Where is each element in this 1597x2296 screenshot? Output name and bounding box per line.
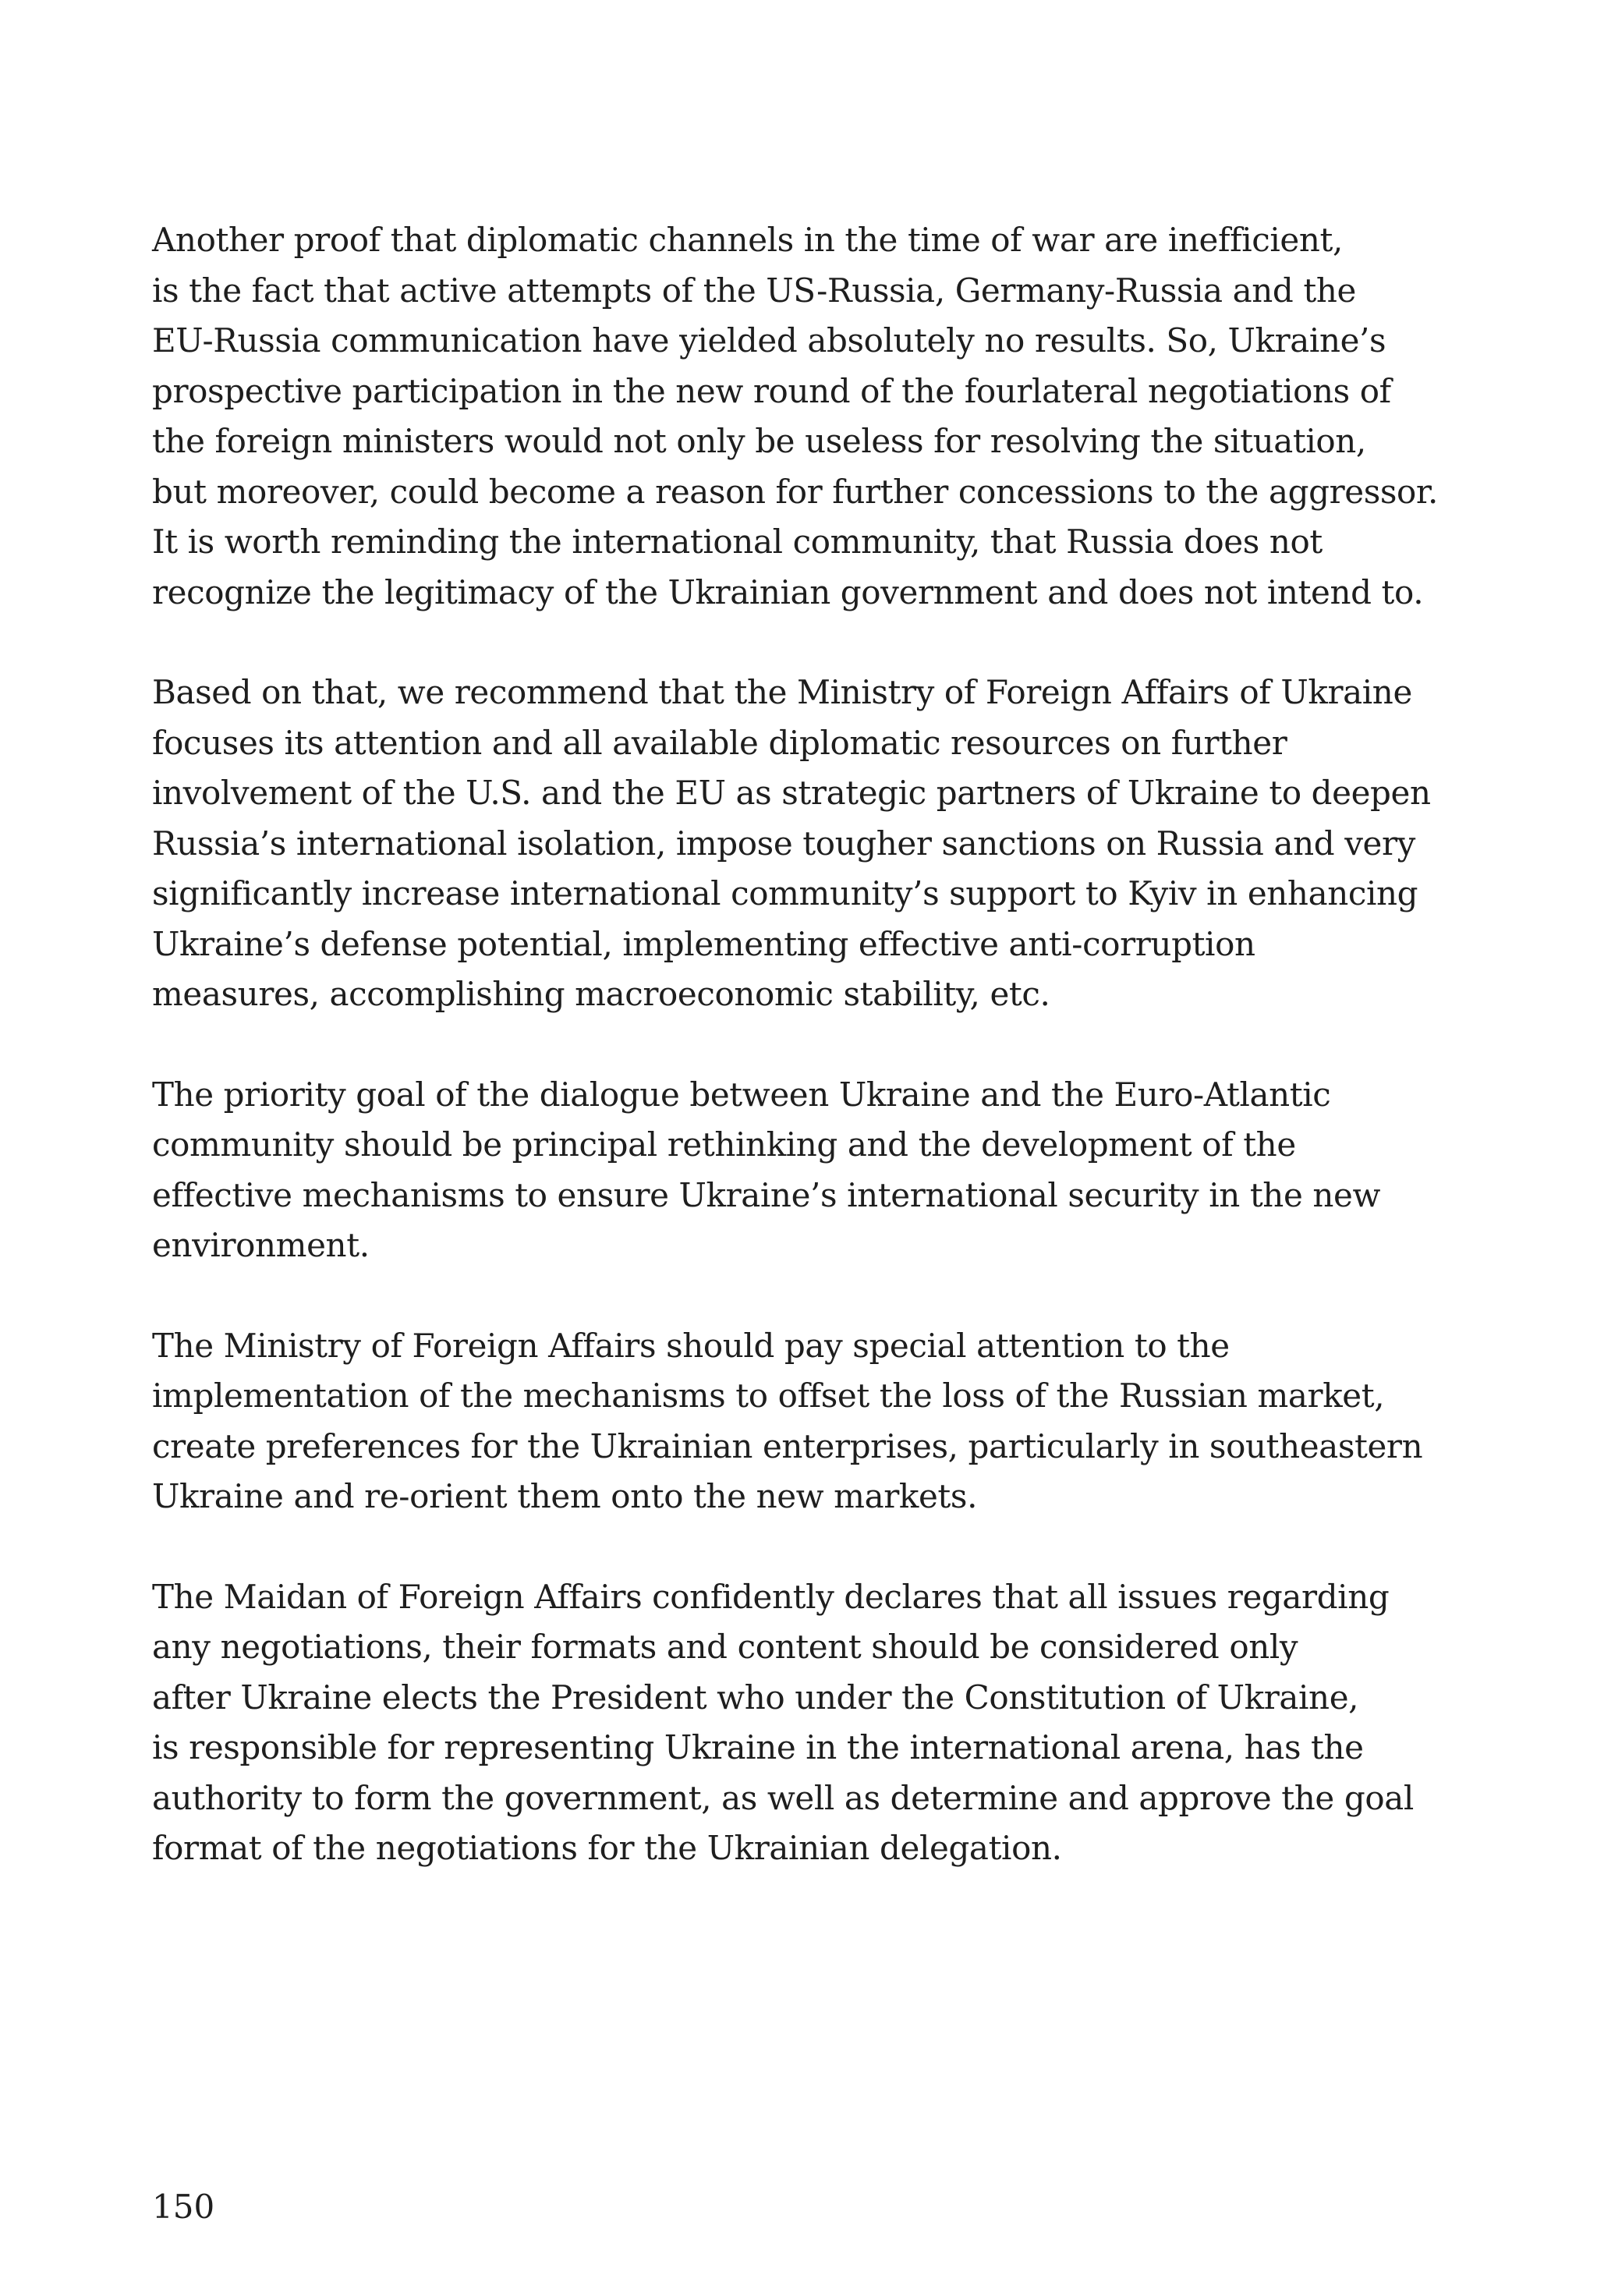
text-line: community should be principal rethinking and the development of the xyxy=(152,1125,1296,1164)
text-line: effective mechanisms to ensure Ukraine’s international security in the new xyxy=(152,1175,1381,1214)
paragraph xyxy=(152,215,1478,618)
text-line: but moreover, could become a reason for further concessions to the aggressor. xyxy=(152,472,1438,511)
text-line: Ukraine’s defense potential, implementing effective anti-corruption xyxy=(152,924,1255,963)
paragraph xyxy=(152,1321,1478,1522)
text-line: Russia’s international isolation, impose tougher sanctions on Russia and very xyxy=(152,824,1415,863)
text-line: format of the negotiations for the Ukrainian delegation. xyxy=(152,1829,1062,1867)
text-line: The Ministry of Foreign Affairs should pay special attention to the xyxy=(152,1326,1230,1365)
paragraph xyxy=(152,1070,1478,1271)
body-text xyxy=(152,215,1478,1924)
text-line: create preferences for the Ukrainian enterprises, particularly in southeastern xyxy=(152,1426,1423,1465)
text-line: It is worth reminding the international community, that Russia does not xyxy=(152,523,1323,561)
text-line: focuses its attention and all available diplomatic resources on further xyxy=(152,723,1287,762)
text-line: any negotiations, their formats and content should be considered only xyxy=(152,1628,1298,1666)
text-line: The Maidan of Foreign Affairs confidently declares that all issues regarding xyxy=(152,1577,1390,1616)
text-line: implementation of the mechanisms to offset the loss of the Russian market, xyxy=(152,1377,1385,1415)
text-line: environment. xyxy=(152,1226,370,1264)
text-line: Based on that, we recommend that the Ministry of Foreign Affairs of Ukraine xyxy=(152,673,1412,711)
paragraph xyxy=(152,1572,1478,1874)
text-line: The priority goal of the dialogue between Ukraine and the Euro-Atlantic xyxy=(152,1075,1331,1114)
text-line: measures, accomplishing macroeconomic stability, etc. xyxy=(152,975,1050,1013)
text-line: prospective participation in the new round of the fourlateral negotiations of xyxy=(152,371,1391,410)
paragraph xyxy=(152,668,1478,1020)
text-line: Ukraine and re-orient them onto the new markets. xyxy=(152,1477,978,1515)
text-line: EU-Russia communication have yielded absolutely no results. So, Ukraine’s xyxy=(152,321,1386,360)
text-line: after Ukraine elects the President who under the Constitution of Ukraine, xyxy=(152,1678,1359,1717)
text-line: is responsible for representing Ukraine in the international arena, has the xyxy=(152,1728,1364,1766)
text-line: Another proof that diplomatic channels in the time of war are inefficient, xyxy=(152,221,1343,259)
text-line: the foreign ministers would not only be useless for resolving the situation, xyxy=(152,422,1366,460)
text-line: authority to form the government, as well as determine and approve the goal xyxy=(152,1778,1414,1817)
page-number: 150 xyxy=(152,2188,215,2226)
text-line: involvement of the U.S. and the EU as strategic partners of Ukraine to deepen xyxy=(152,774,1431,812)
text-line: recognize the legitimacy of the Ukrainian government and does not intend to. xyxy=(152,572,1424,611)
text-line: significantly increase international community’s support to Kyiv in enhancing xyxy=(152,874,1418,912)
text-line: is the fact that active attempts of the US-Russia, Germany-Russia and the xyxy=(152,271,1356,310)
